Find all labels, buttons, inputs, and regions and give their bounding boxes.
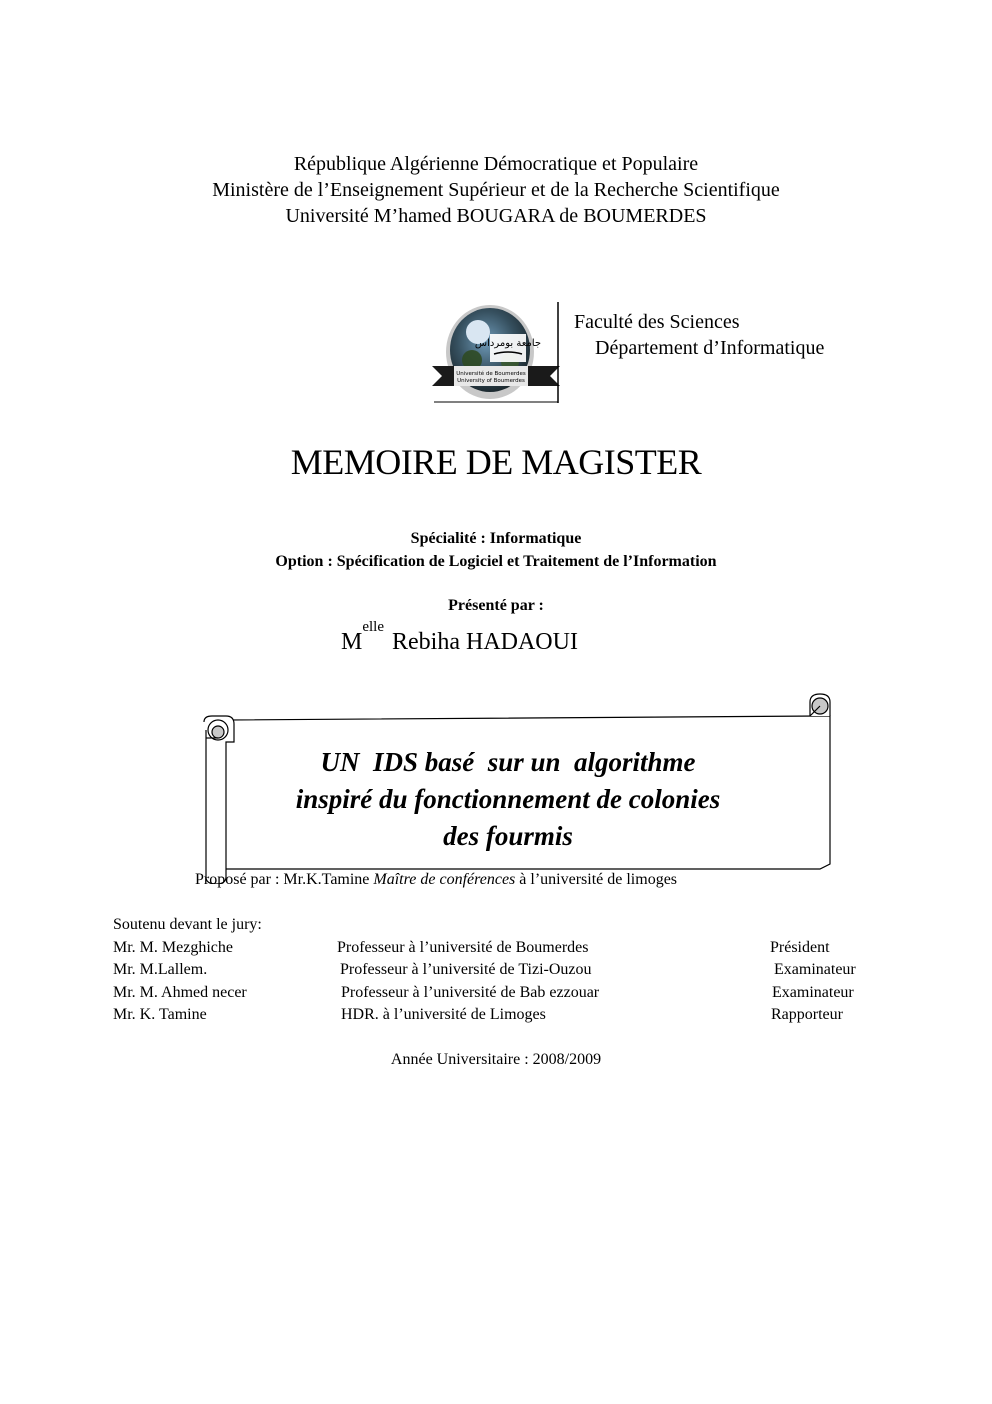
faculty-block: [574, 309, 824, 361]
faculty-name: Faculté des Sciences: [574, 311, 740, 333]
presenter-sup: elle: [362, 619, 384, 635]
university-logo: [432, 302, 560, 404]
header-ministry: Ministère de l’Enseignement Supérieur et de la Recherche Scientifique: [212, 179, 780, 201]
jury-heading: Soutenu devant le jury:: [113, 916, 262, 933]
jury-member-name: Mr. M.Lallem.: [113, 961, 208, 978]
jury-member-name: Mr. K. Tamine: [113, 1006, 207, 1023]
thesis-title-line-2: inspiré du fonctionnement de colonies: [295, 784, 721, 814]
proposed-by: [195, 871, 677, 889]
jury-member-affiliation: Professeur à l’université de Tizi-Ouzou: [340, 961, 592, 978]
jury-member-affiliation: HDR. à l’université de Limoges: [341, 1006, 546, 1023]
proposed-label: Proposé par : Mr.K.Tamine: [195, 871, 370, 888]
proposed-role: Maître de conférences: [373, 871, 516, 888]
jury-member-name: Mr. M. Mezghiche: [113, 939, 233, 956]
jury-member-role: Rapporteur: [771, 1006, 843, 1023]
presented-by-label: Présenté par :: [448, 597, 544, 614]
jury-member-affiliation: Professeur à l’université de Boumerdes: [337, 939, 589, 956]
jury-member-affiliation: Professeur à l’université de Bab ezzouar: [341, 984, 600, 1001]
header-university: Université M’hamed BOUGARA de BOUMERDES: [285, 205, 707, 227]
presenter-prefix: M: [341, 629, 363, 655]
logo-caption-fr: Université de Boumerdes: [456, 371, 526, 377]
logo-caption-en: University of Boumerdes: [457, 378, 525, 384]
department-name: Département d’Informatique: [595, 337, 825, 359]
proposed-place: à l’université de limoges: [519, 871, 678, 888]
jury-member-role: Examinateur: [772, 984, 854, 1001]
logo-arabic-text: جامعة بومرداس: [474, 338, 542, 349]
option: Option : Spécification de Logiciel et Traitement de l’Information: [275, 553, 717, 570]
thesis-title-line-3: des fourmis: [443, 821, 573, 851]
document-title: MEMOIRE DE MAGISTER: [290, 442, 702, 482]
jury-member-role: Président: [770, 939, 830, 956]
jury-member-role: Examinateur: [774, 961, 856, 978]
thesis-title: [228, 744, 788, 855]
thesis-title-line-1: UN IDS basé sur un algorithme: [320, 747, 696, 777]
header-republic: République Algérienne Démocratique et Populaire: [293, 153, 699, 175]
academic-year: Année Universitaire : 2008/2009: [390, 1051, 602, 1068]
presenter-name-block: [341, 619, 578, 656]
jury-member-name: Mr. M. Ahmed necer: [113, 984, 247, 1001]
speciality: Spécialité : Informatique: [410, 530, 582, 547]
presenter-name: Rebiha HADAOUI: [392, 629, 578, 655]
